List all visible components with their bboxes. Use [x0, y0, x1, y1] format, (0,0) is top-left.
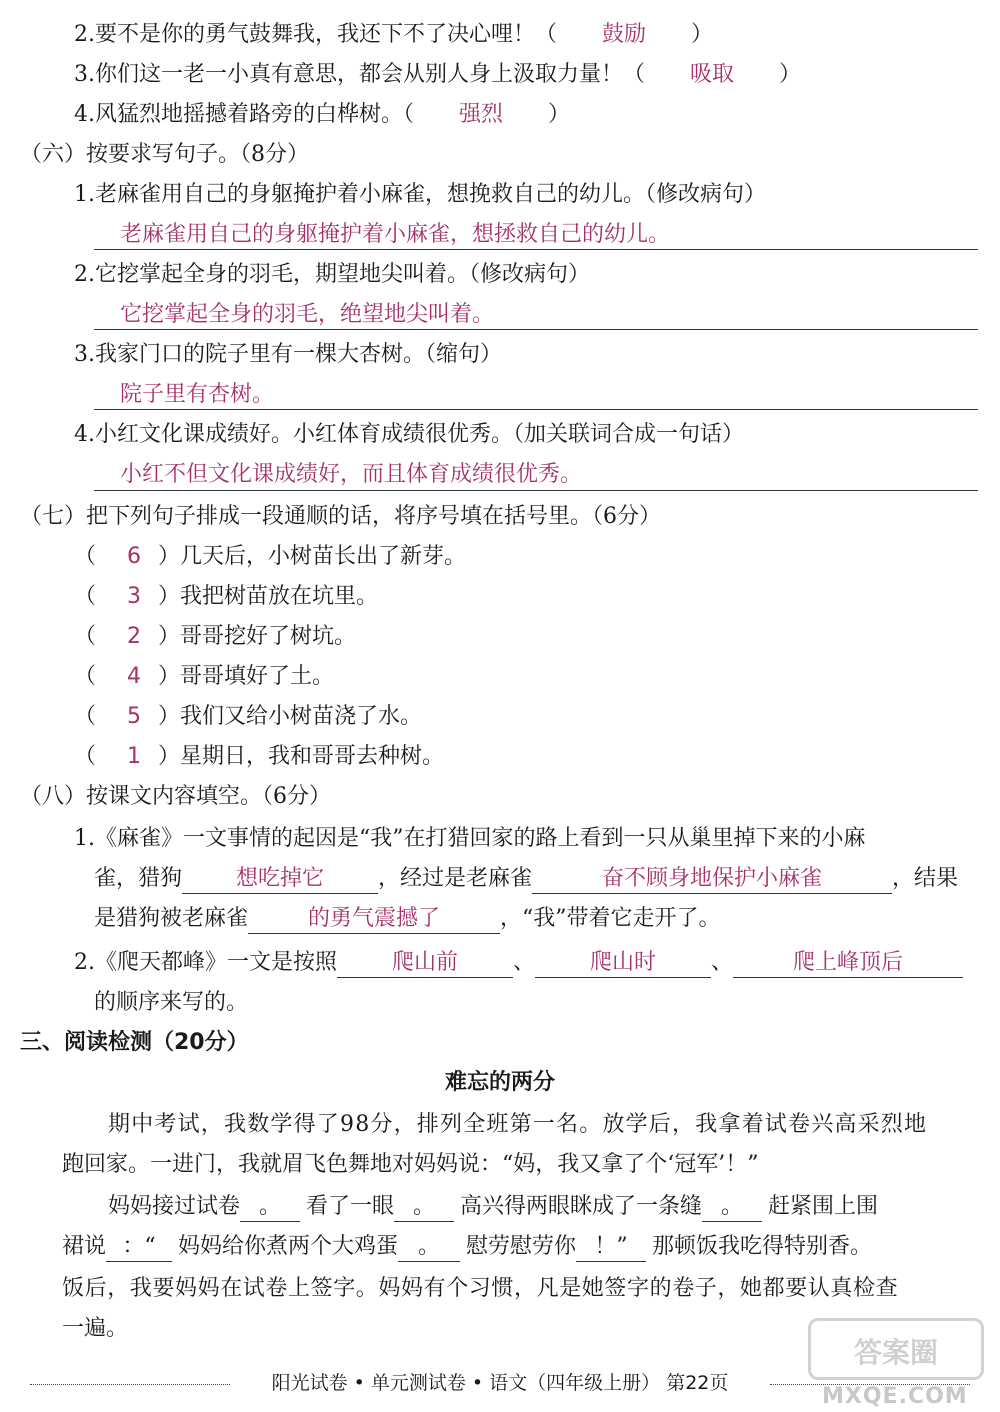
q6-4-answer-line — [94, 490, 978, 491]
passage-title: 难忘的两分 — [444, 1070, 555, 1095]
part7-heading: （七）把下列句子排成一段通顺的话，将序号填在括号里。（6分） — [20, 504, 661, 529]
q7-item-5: （ 5 ）我们又给小树苗浇了水。 — [74, 702, 422, 732]
q5-4-answer: 强烈 — [458, 102, 503, 127]
q7-item-2-num: 3 — [127, 584, 141, 609]
q6-2-question: 2.它挖掌起全身的羽毛，期望地尖叫着。（修改病句） — [74, 262, 590, 287]
q8-1-line3: 是猎狗被老麻雀 的勇气震撼了 ，“我”带着它走开了。 — [94, 904, 721, 934]
punct-blank-6: ！” — [576, 1233, 646, 1262]
punct-blank-4: ：“ — [106, 1233, 172, 1262]
q8-2-blank-3: 爬上峰顶后 — [733, 949, 963, 978]
q7-item-3-text: ）哥哥挖好了树坑。 — [158, 624, 357, 649]
q6-1-question: 1.老麻雀用自己的身躯掩护着小麻雀，想挽救自己的幼儿。（修改病句） — [74, 182, 766, 207]
q5-4 — [74, 100, 570, 130]
q7-item-6: （ 1 ）星期日，我和哥哥去种树。 — [74, 742, 444, 772]
q5-2-answer: 鼓励 — [601, 22, 646, 47]
passage-p3-line2: 一遍。 — [62, 1316, 129, 1341]
q6-3-question: 3.我家门口的院子里有一棵大杏树。（缩句） — [74, 342, 502, 367]
passage-p2-line2: 裙说 ：“ 妈妈给你煮两个大鸡蛋 。 慰劳慰劳你 ！” 那顿饭我吃得特别香。 — [62, 1232, 872, 1262]
punct-blank-2: 。 — [394, 1193, 454, 1222]
q7-item-4-num: 4 — [127, 664, 141, 689]
q6-4-answer: 小红不但文化课成绩好，而且体育成绩很优秀。 — [120, 462, 583, 487]
q7-item-2: （ 3 ）我把树苗放在坑里。 — [74, 582, 378, 612]
q7-item-4: （ 4 ）哥哥填好了土。 — [74, 662, 334, 692]
q8-1-line1: 1.《麻雀》一文事情的起因是“我”在打猎回家的路上看到一只从巢里掉下来的小麻 — [74, 826, 866, 851]
punct-blank-3: 。 — [702, 1193, 762, 1222]
q5-3 — [74, 60, 801, 90]
q8-1-blank-1: 想吃掉它 — [182, 865, 378, 894]
q7-item-6-text: ）星期日，我和哥哥去种树。 — [158, 744, 445, 769]
q6-2-answer-line — [94, 329, 978, 330]
watermark-logo-text: 答案圈 — [853, 1336, 938, 1369]
q8-2-blank-2: 爬山时 — [535, 949, 711, 978]
watermark-badge — [808, 1318, 984, 1380]
part3-heading: 三、阅读检测（20分） — [20, 1030, 249, 1055]
q5-2 — [74, 20, 713, 50]
punct-blank-5: 。 — [398, 1233, 460, 1262]
q7-item-5-num: 5 — [127, 704, 141, 729]
part6-heading: （六）按要求写句子。（8分） — [20, 142, 309, 167]
q7-item-6-num: 1 — [127, 744, 141, 769]
q7-item-2-text: ）我把树苗放在坑里。 — [158, 584, 379, 609]
q5-3-text: 3.你们这一老一小真有意思，都会从别人身上汲取力量！（ — [74, 62, 645, 87]
q5-2-close: ） — [691, 22, 714, 47]
page-footer: 阳光试卷 • 单元测试卷 • 语文（四年级上册） 第22页 — [271, 1372, 729, 1394]
passage-p2-line1: 妈妈接过试卷 。 看了一眼 。 高兴得两眼眯成了一条缝 。 赶紧围上围 — [108, 1192, 878, 1222]
q7-item-5-text: ）我们又给小树苗浇了水。 — [158, 704, 423, 729]
q6-3-answer: 院子里有杏树。 — [120, 382, 275, 407]
q7-item-1: （ 6 ）几天后，小树苗长出了新芽。 — [74, 542, 466, 572]
q5-3-answer: 吸取 — [689, 62, 734, 87]
q6-1-answer: 老麻雀用自己的身躯掩护着小麻雀，想拯救自己的幼儿。 — [120, 222, 671, 247]
passage-p1-line2: 跑回家。一进门，我就眉飞色舞地对妈妈说：“妈，我又拿了个‘冠军’！” — [62, 1152, 759, 1177]
q8-1-blank-2: 奋不顾身地保护小麻雀 — [532, 865, 892, 894]
q8-2-line1: 2.《爬天都峰》一文是按照 爬山前 、 爬山时 、 爬上峰顶后 — [74, 948, 963, 978]
q5-2-text: 2.要不是你的勇气鼓舞我，我还下不了决心哩！（ — [74, 22, 557, 47]
q8-1-blank-3: 的勇气震撼了 — [248, 905, 500, 934]
watermark-text: MXQE.COM — [822, 1384, 968, 1409]
q7-item-3: （ 2 ）哥哥挖好了树坑。 — [74, 622, 356, 652]
q7-item-1-num: 6 — [127, 544, 141, 569]
passage-p3-line1: 饭后，我要妈妈在试卷上签字。妈妈有个习惯，凡是她签字的卷子，她都要认真检查 — [62, 1276, 899, 1301]
q7-item-3-num: 2 — [127, 624, 141, 649]
q5-4-text: 4.风猛烈地摇撼着路旁的白桦树。（ — [74, 102, 414, 127]
q6-3-answer-line — [94, 409, 978, 410]
passage-p1-line1: 期中考试，我数学得了98分，排列全班第一名。放学后，我拿着试卷兴高采烈地 — [108, 1112, 928, 1137]
part8-heading: （八）按课文内容填空。（6分） — [20, 784, 331, 809]
q8-1-line2: 雀，猎狗 想吃掉它 ，经过是老麻雀 奋不顾身地保护小麻雀 ，结果 — [94, 864, 958, 894]
q7-item-1-text: ）几天后，小树苗长出了新芽。 — [158, 544, 467, 569]
q5-3-close: ） — [779, 62, 802, 87]
q8-2-line2: 的顺序来写的。 — [94, 990, 249, 1015]
q7-item-4-text: ）哥哥填好了土。 — [158, 664, 335, 689]
punct-blank-1: 。 — [240, 1193, 300, 1222]
q6-1-answer-line — [94, 249, 978, 250]
q8-2-blank-1: 爬山前 — [337, 949, 513, 978]
q6-2-answer: 它挖掌起全身的羽毛，绝望地尖叫着。 — [120, 302, 495, 327]
q6-4-question: 4.小红文化课成绩好。小红体育成绩很优秀。（加关联词合成一句话） — [74, 422, 744, 447]
watermark-logo — [808, 1318, 978, 1409]
q5-4-close: ） — [548, 102, 571, 127]
